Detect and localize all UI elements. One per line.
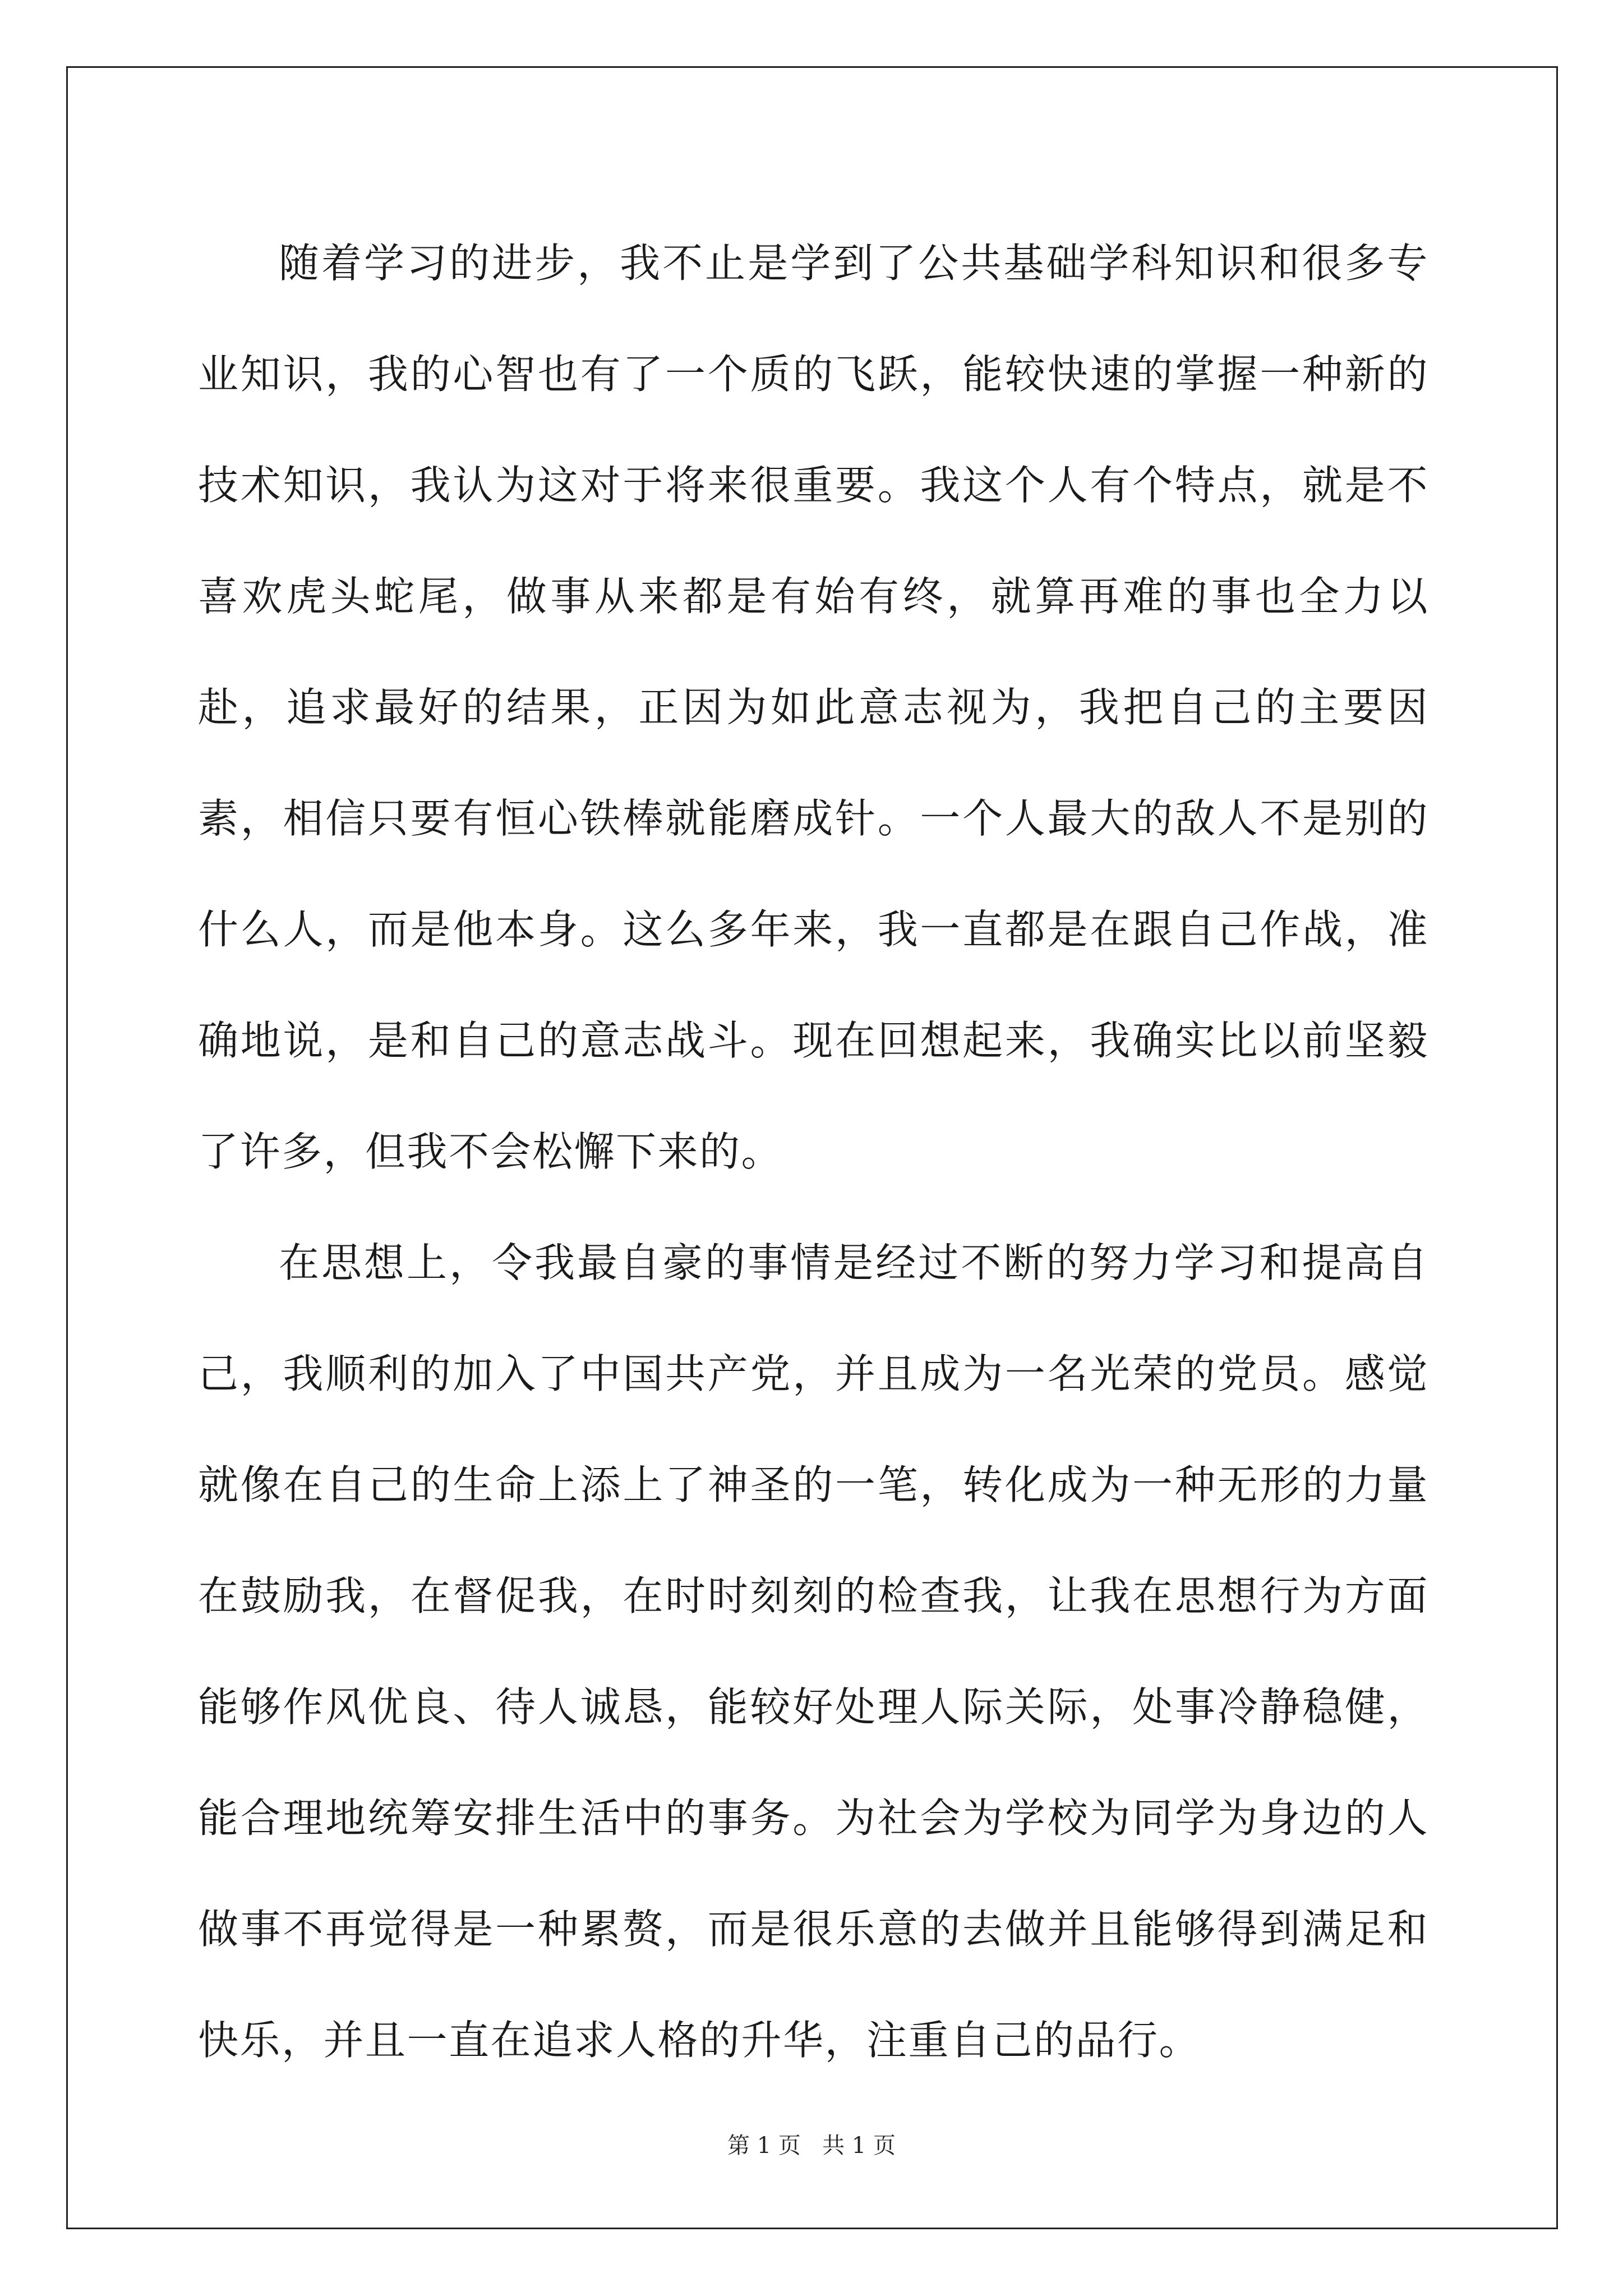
page-total: 共 1 页 — [822, 2133, 896, 2159]
document-body — [198, 208, 1429, 2096]
paragraph-2: 在思想上，令我最自豪的事情是经过不断的努力学习和提高自己，我顺利的加入了中国共产党，并且成为一名光荣的党员。感觉就像在自己的生命上添上了神圣的一笔，转化成为一种无形的力量在鼓励我，在督促我，在时时刻刻的检查我，让我在思想行为方面能够作风优良、待人诚恳，能较好处理人际关际，处事冷静稳健，能合理地统筹安排生活中的事务。为社会为学校为同学为身边的人做事不再觉得是一种累赘，而是很乐意的去做并且能够得到满足和快乐，并且一直在追求人格的升华，注重自己的品行。 — [198, 1239, 1429, 2064]
page-footer — [0, 2129, 1623, 2162]
paragraph-1: 随着学习的进步，我不止是学到了公共基础学科知识和很多专业知识，我的心智也有了一个质的飞跃，能较快速的掌握一种新的技术知识，我认为这对于将来很重要。我这个人有个特点，就是不喜欢虎头蛇尾，做事从来都是有始有终，就算再难的事也全力以赴，追求最好的结果，正因为如此意志视为，我把自己的主要因素，相信只要有恒心铁棒就能磨成针。一个人最大的敌人不是别的什么人，而是他本身。这么多年来，我一直都是在跟自己作战，准确地说，是和自己的意志战斗。现在回想起来，我确实比以前坚毅了许多，但我不会松懈下来的。 — [198, 240, 1429, 1175]
page-number: 第 1 页 — [727, 2133, 801, 2159]
